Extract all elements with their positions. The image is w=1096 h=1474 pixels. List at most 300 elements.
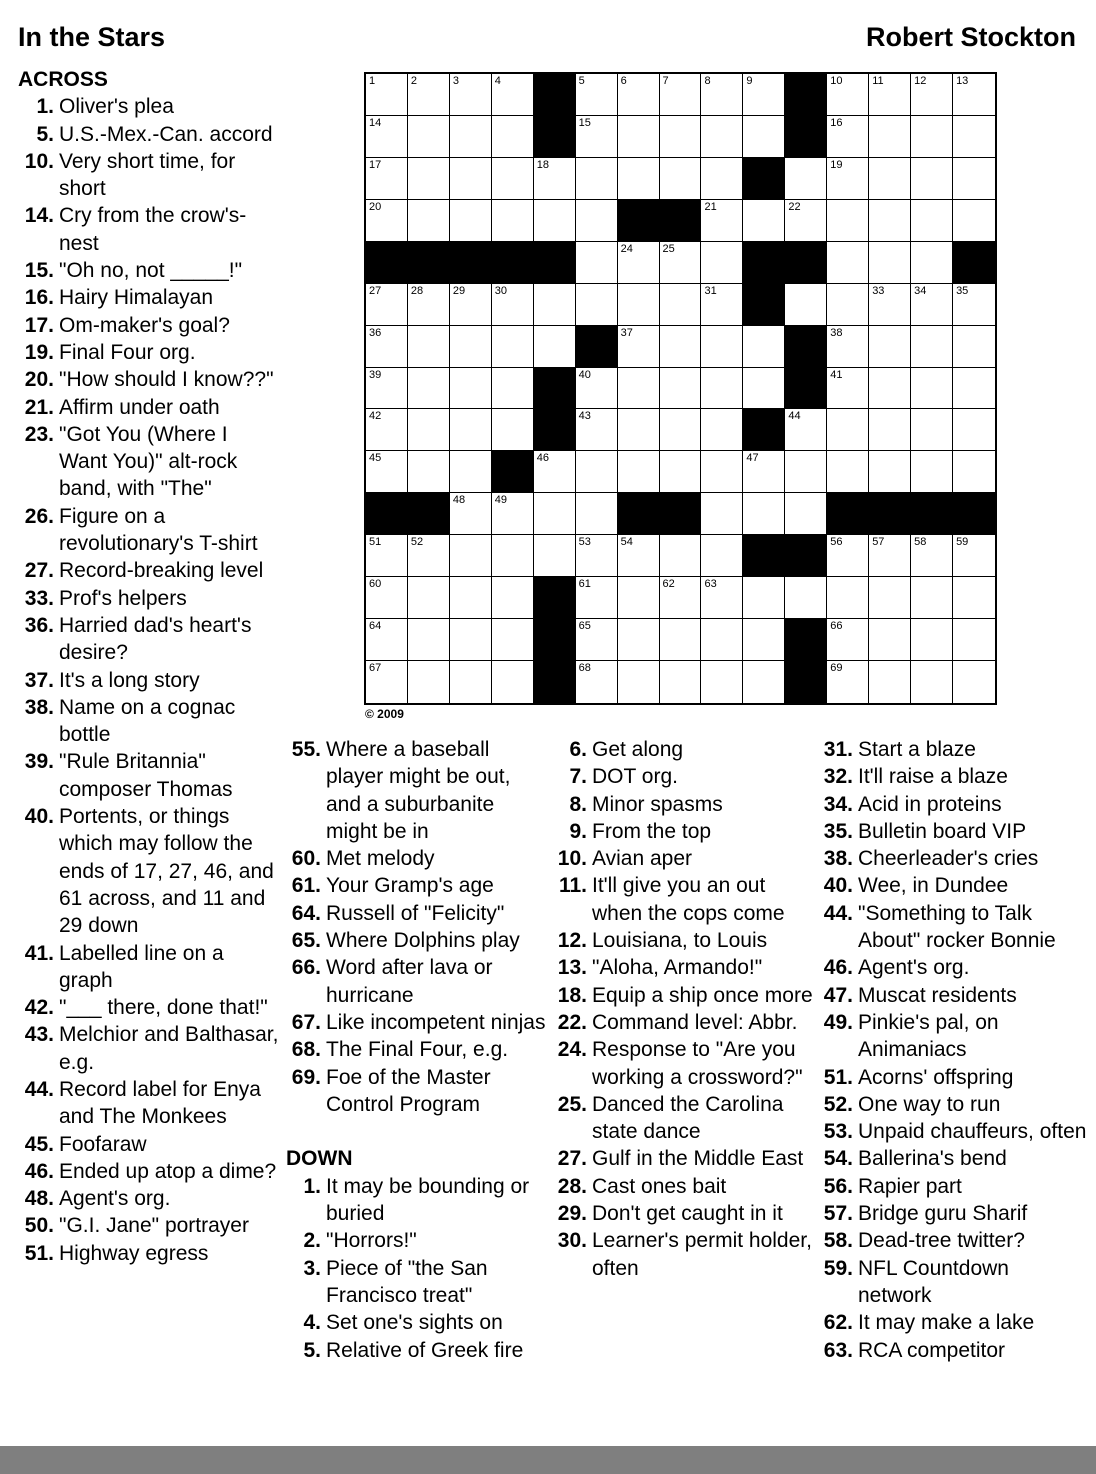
grid-cell[interactable]	[408, 619, 450, 661]
grid-block	[785, 116, 827, 158]
across-header: ACROSS	[18, 68, 108, 91]
grid-cell[interactable]	[576, 368, 618, 410]
grid-cell[interactable]	[701, 326, 743, 368]
clue-text: Final Four org.	[59, 340, 196, 364]
grid-cell[interactable]	[366, 577, 408, 619]
grid-cell[interactable]	[450, 661, 492, 703]
clue-number: 42.	[24, 996, 54, 1020]
clue-text: Figure on a revolutionary's T-shirt	[59, 504, 258, 556]
grid-cell[interactable]	[701, 74, 743, 116]
grid-cell[interactable]	[450, 200, 492, 242]
grid-cell[interactable]	[911, 368, 953, 410]
clue-number: 62.	[823, 1311, 853, 1335]
clue-number: 15.	[24, 259, 54, 283]
grid-cell[interactable]	[701, 535, 743, 577]
clue-item	[286, 1337, 548, 1364]
clue-text: Agent's org.	[59, 1187, 171, 1211]
grid-cell[interactable]	[408, 200, 450, 242]
grid-cell[interactable]	[911, 451, 953, 493]
clue-text: Bridge guru Sharif	[858, 1202, 1028, 1226]
clue-item	[18, 93, 280, 120]
grid-cell[interactable]	[660, 74, 702, 116]
cell-number: 52	[410, 536, 424, 549]
grid-cell[interactable]	[701, 200, 743, 242]
clue-item	[286, 1009, 548, 1036]
grid-cell[interactable]	[953, 661, 995, 703]
grid-cell[interactable]	[450, 368, 492, 410]
grid-cell[interactable]	[785, 284, 827, 326]
grid-cell[interactable]	[827, 451, 869, 493]
clue-item	[818, 1009, 1088, 1064]
grid-cell[interactable]	[492, 535, 534, 577]
clue-number: 23.	[24, 422, 54, 446]
grid-cell[interactable]	[450, 493, 492, 535]
grid-cell[interactable]	[408, 368, 450, 410]
grid-cell[interactable]	[492, 368, 534, 410]
grid-cell[interactable]	[366, 116, 408, 158]
grid-cell[interactable]	[492, 200, 534, 242]
grid-cell[interactable]	[743, 577, 785, 619]
grid-cell[interactable]	[785, 158, 827, 200]
cell-number: 44	[788, 410, 801, 423]
clue-text: Avian aper	[592, 847, 693, 871]
grid-cell[interactable]	[534, 200, 576, 242]
grid-cell[interactable]	[450, 284, 492, 326]
grid-cell[interactable]	[953, 284, 995, 326]
grid-cell[interactable]	[450, 326, 492, 368]
grid-cell[interactable]	[576, 200, 618, 242]
grid-cell[interactable]	[785, 493, 827, 535]
grid-cell[interactable]	[366, 284, 408, 326]
grid-cell[interactable]	[953, 326, 995, 368]
grid-cell[interactable]	[869, 368, 911, 410]
grid-cell[interactable]	[450, 74, 492, 116]
grid-cell[interactable]	[911, 200, 953, 242]
clue-number: 5.	[36, 122, 54, 146]
grid-cell[interactable]	[450, 577, 492, 619]
grid-cell[interactable]	[785, 577, 827, 619]
grid-cell[interactable]	[492, 409, 534, 451]
clue-text: Record-breaking level	[59, 559, 264, 583]
grid-cell[interactable]	[953, 368, 995, 410]
clue-item	[18, 694, 280, 749]
grid-cell[interactable]	[701, 661, 743, 703]
grid-cell[interactable]	[701, 577, 743, 619]
grid-cell[interactable]	[492, 326, 534, 368]
clue-item	[818, 1064, 1088, 1091]
clue-number: 68.	[291, 1038, 321, 1062]
grid-cell[interactable]	[869, 284, 911, 326]
cell-number: 25	[662, 242, 675, 255]
grid-cell[interactable]	[827, 409, 869, 451]
clue-item	[18, 994, 280, 1021]
grid-cell[interactable]	[827, 326, 869, 368]
grid-cell[interactable]	[408, 577, 450, 619]
grid-cell[interactable]	[450, 158, 492, 200]
grid-cell[interactable]	[785, 451, 827, 493]
grid-cell[interactable]	[366, 158, 408, 200]
cell-number: 64	[369, 620, 382, 633]
grid-cell[interactable]	[450, 116, 492, 158]
grid-cell[interactable]	[366, 200, 408, 242]
grid-cell[interactable]	[618, 619, 660, 661]
grid-block	[534, 116, 576, 158]
clue-item	[818, 791, 1088, 818]
clue-number: 6.	[569, 738, 587, 761]
clue-text: Melchior and Balthasar, e.g.	[59, 1023, 279, 1074]
grid-cell[interactable]	[366, 661, 408, 703]
clue-number: 39.	[24, 750, 54, 774]
grid-block	[366, 242, 408, 284]
grid-block	[869, 493, 911, 535]
grid-cell[interactable]	[576, 158, 618, 200]
clue-item	[818, 1145, 1088, 1172]
grid-cell[interactable]	[660, 451, 702, 493]
cell-number: 69	[830, 662, 843, 675]
cell-number: 15	[578, 116, 591, 129]
grid-cell[interactable]	[869, 158, 911, 200]
grid-cell[interactable]	[450, 451, 492, 493]
grid-cell[interactable]	[660, 284, 702, 326]
grid-cell[interactable]	[534, 451, 576, 493]
clue-number: 40.	[823, 874, 853, 898]
grid-cell[interactable]	[366, 326, 408, 368]
grid-cell[interactable]	[911, 535, 953, 577]
grid-cell[interactable]	[827, 368, 869, 410]
clue-text: Minor spasms	[592, 792, 723, 816]
grid-cell[interactable]	[366, 74, 408, 116]
grid-cell[interactable]	[869, 242, 911, 284]
cell-number: 5	[578, 75, 585, 87]
clue-item	[818, 1227, 1088, 1254]
cell-number: 42	[369, 410, 382, 423]
clue-item	[286, 1064, 548, 1119]
clue-number: 20.	[24, 368, 54, 392]
grid-cell[interactable]	[492, 493, 534, 535]
clue-number: 60.	[291, 847, 321, 871]
grid-cell[interactable]	[660, 409, 702, 451]
clue-item	[18, 1240, 280, 1267]
grid-cell[interactable]	[660, 661, 702, 703]
clue-text: Cheerleader's cries	[858, 847, 1039, 871]
grid-cell[interactable]	[408, 326, 450, 368]
grid-cell[interactable]	[743, 451, 785, 493]
clue-text: Russell of "Felicity"	[326, 901, 505, 925]
clue-item	[818, 818, 1088, 845]
grid-cell[interactable]	[618, 535, 660, 577]
clue-text: Where a baseball player might be out, and a suburbanite might be in	[326, 738, 511, 843]
grid-cell[interactable]	[701, 451, 743, 493]
clue-number: 37.	[24, 668, 54, 692]
grid-cell[interactable]	[408, 409, 450, 451]
cell-number: 40	[578, 368, 591, 381]
grid-cell[interactable]	[366, 619, 408, 661]
grid-cell[interactable]	[827, 535, 869, 577]
grid-cell[interactable]	[911, 74, 953, 116]
grid-cell[interactable]	[869, 116, 911, 158]
cell-number: 13	[956, 75, 969, 87]
grid-cell[interactable]	[408, 158, 450, 200]
grid-cell[interactable]	[576, 577, 618, 619]
clue-number: 7.	[569, 765, 587, 789]
clue-text: "How should I know??"	[59, 368, 274, 392]
grid-cell[interactable]	[660, 619, 702, 661]
clue-text: Start a blaze	[858, 738, 976, 761]
clue-text: "___ there, done that!"	[59, 996, 268, 1020]
clue-number: 9.	[569, 819, 587, 843]
cell-number: 54	[620, 536, 633, 549]
grid-cell[interactable]	[911, 116, 953, 158]
grid-cell[interactable]	[366, 409, 408, 451]
grid-cell[interactable]	[827, 74, 869, 116]
grid-cell[interactable]	[743, 619, 785, 661]
grid-cell[interactable]	[953, 619, 995, 661]
grid-cell[interactable]	[911, 284, 953, 326]
grid-cell[interactable]	[785, 409, 827, 451]
grid-cell[interactable]	[827, 619, 869, 661]
grid-cell[interactable]	[827, 116, 869, 158]
grid-cell[interactable]	[743, 74, 785, 116]
cell-number: 41	[830, 368, 843, 381]
clue-number: 19.	[24, 340, 54, 364]
grid-block	[785, 242, 827, 284]
grid-cell[interactable]	[408, 284, 450, 326]
grid-cell[interactable]	[408, 451, 450, 493]
grid-cell[interactable]	[576, 493, 618, 535]
grid-cell[interactable]	[911, 242, 953, 284]
grid-cell[interactable]	[660, 326, 702, 368]
clue-item	[18, 1185, 280, 1212]
grid-cell[interactable]	[660, 577, 702, 619]
clue-number: 54.	[823, 1147, 853, 1171]
grid-cell[interactable]	[869, 74, 911, 116]
cell-number: 17	[369, 158, 382, 171]
grid-cell[interactable]	[660, 368, 702, 410]
clue-number: 10.	[557, 847, 587, 871]
grid-cell[interactable]	[827, 284, 869, 326]
grid-cell[interactable]	[618, 661, 660, 703]
clue-text: One way to run	[858, 1092, 1001, 1116]
grid-cell[interactable]	[366, 451, 408, 493]
grid-cell[interactable]	[701, 409, 743, 451]
grid-cell[interactable]	[492, 284, 534, 326]
clue-item	[286, 1036, 548, 1063]
grid-cell[interactable]	[366, 368, 408, 410]
grid-cell[interactable]	[911, 661, 953, 703]
grid-block	[618, 200, 660, 242]
grid-cell[interactable]	[701, 158, 743, 200]
clue-text: From the top	[592, 819, 712, 843]
grid-cell[interactable]	[408, 535, 450, 577]
grid-cell[interactable]	[618, 284, 660, 326]
grid-cell[interactable]	[618, 74, 660, 116]
grid-cell[interactable]	[660, 158, 702, 200]
grid-cell[interactable]	[618, 242, 660, 284]
grid-cell[interactable]	[743, 326, 785, 368]
cell-number: 34	[914, 284, 927, 297]
copyright-notice: © 2009	[365, 707, 404, 721]
cell-number: 57	[872, 536, 885, 549]
grid-cell[interactable]	[366, 535, 408, 577]
grid-cell[interactable]	[492, 661, 534, 703]
cell-number: 3	[452, 75, 459, 87]
grid-cell[interactable]	[869, 577, 911, 619]
grid-cell[interactable]	[953, 409, 995, 451]
clue-item	[286, 927, 548, 954]
clue-text: Relative of Greek fire	[326, 1338, 524, 1362]
grid-cell[interactable]	[743, 200, 785, 242]
clue-text: Foe of the Master Control Program	[326, 1065, 491, 1116]
grid-cell[interactable]	[911, 158, 953, 200]
grid-cell[interactable]	[408, 661, 450, 703]
grid-cell[interactable]	[576, 74, 618, 116]
footer-bar	[0, 1446, 1096, 1474]
grid-cell[interactable]	[827, 661, 869, 703]
clue-item	[818, 763, 1088, 790]
clue-item	[818, 900, 1088, 955]
grid-cell[interactable]	[701, 368, 743, 410]
grid-cell[interactable]	[869, 661, 911, 703]
cell-number: 24	[620, 242, 633, 255]
clue-number: 33.	[24, 586, 54, 610]
grid-cell[interactable]	[911, 409, 953, 451]
grid-cell[interactable]	[576, 116, 618, 158]
clue-item	[552, 1200, 814, 1227]
grid-cell[interactable]	[743, 661, 785, 703]
grid-cell[interactable]	[869, 326, 911, 368]
grid-cell[interactable]	[618, 116, 660, 158]
down-header: DOWN	[286, 1147, 353, 1171]
clue-text: Your Gramp's age	[326, 874, 494, 898]
grid-cell[interactable]	[701, 284, 743, 326]
clue-item	[818, 736, 1088, 763]
cell-number: 48	[452, 494, 466, 507]
cell-number: 68	[578, 662, 591, 675]
grid-cell[interactable]	[576, 451, 618, 493]
grid-cell[interactable]	[953, 200, 995, 242]
grid-cell[interactable]	[534, 158, 576, 200]
grid-cell[interactable]	[576, 284, 618, 326]
grid-cell[interactable]	[618, 158, 660, 200]
grid-block	[492, 451, 534, 493]
grid-cell[interactable]	[953, 577, 995, 619]
grid-cell[interactable]	[743, 116, 785, 158]
grid-cell[interactable]	[953, 535, 995, 577]
clue-number: 45.	[24, 1132, 54, 1156]
clue-item	[818, 1173, 1088, 1200]
grid-cell[interactable]	[576, 409, 618, 451]
grid-cell[interactable]	[576, 242, 618, 284]
cell-number: 10	[830, 75, 843, 87]
grid-cell[interactable]	[450, 409, 492, 451]
clue-item	[552, 927, 814, 954]
grid-block	[827, 493, 869, 535]
grid-cell[interactable]	[618, 409, 660, 451]
grid-block	[743, 409, 785, 451]
grid-cell[interactable]	[911, 619, 953, 661]
down-clues-column-3	[552, 736, 814, 1282]
grid-cell[interactable]	[534, 535, 576, 577]
grid-cell[interactable]	[701, 116, 743, 158]
grid-cell[interactable]	[492, 74, 534, 116]
grid-cell[interactable]	[869, 535, 911, 577]
clue-text: Piece of "the San Francisco treat"	[326, 1256, 488, 1307]
clue-item	[18, 1131, 280, 1158]
grid-cell[interactable]	[618, 577, 660, 619]
clue-number: 21.	[24, 395, 54, 419]
grid-cell[interactable]	[827, 158, 869, 200]
grid-cell[interactable]	[743, 493, 785, 535]
grid-cell[interactable]	[492, 619, 534, 661]
grid-cell[interactable]	[408, 116, 450, 158]
grid-cell[interactable]	[953, 158, 995, 200]
cell-number: 38	[830, 326, 843, 339]
clue-number: 67.	[291, 1010, 321, 1034]
grid-cell[interactable]	[492, 116, 534, 158]
grid-cell[interactable]	[534, 326, 576, 368]
clue-item	[18, 1021, 280, 1076]
clue-text: Met melody	[326, 847, 435, 871]
grid-cell[interactable]	[911, 577, 953, 619]
cell-number: 46	[536, 452, 549, 465]
grid-cell[interactable]	[618, 368, 660, 410]
grid-cell[interactable]	[576, 661, 618, 703]
cell-number: 58	[914, 536, 927, 549]
grid-cell[interactable]	[743, 368, 785, 410]
grid-cell[interactable]	[869, 451, 911, 493]
grid-cell[interactable]	[827, 200, 869, 242]
clue-item	[818, 845, 1088, 872]
cell-number: 37	[620, 326, 633, 339]
clue-item	[818, 982, 1088, 1009]
grid-cell[interactable]	[869, 200, 911, 242]
grid-cell[interactable]	[701, 242, 743, 284]
grid-cell[interactable]	[576, 619, 618, 661]
grid-cell[interactable]	[660, 242, 702, 284]
grid-cell[interactable]	[660, 535, 702, 577]
grid-block	[785, 326, 827, 368]
grid-block	[576, 326, 618, 368]
grid-cell[interactable]	[618, 326, 660, 368]
grid-cell[interactable]	[618, 451, 660, 493]
grid-cell[interactable]	[785, 200, 827, 242]
grid-cell[interactable]	[701, 493, 743, 535]
clue-text: Louisiana, to Louis	[592, 929, 768, 953]
cell-number: 51	[369, 536, 382, 549]
grid-cell[interactable]	[450, 619, 492, 661]
grid-cell[interactable]	[534, 493, 576, 535]
grid-cell[interactable]	[827, 242, 869, 284]
grid-cell[interactable]	[492, 158, 534, 200]
grid-cell[interactable]	[953, 116, 995, 158]
grid-cell[interactable]	[869, 619, 911, 661]
clue-text: Cast ones bait	[592, 1174, 727, 1198]
grid-cell[interactable]	[953, 451, 995, 493]
grid-cell[interactable]	[408, 74, 450, 116]
grid-cell[interactable]	[953, 74, 995, 116]
grid-cell[interactable]	[576, 535, 618, 577]
grid-cell[interactable]	[869, 409, 911, 451]
grid-cell[interactable]	[660, 116, 702, 158]
clue-text: Record label for Enya and The Monkees	[59, 1077, 261, 1129]
grid-cell[interactable]	[492, 577, 534, 619]
grid-cell[interactable]	[450, 535, 492, 577]
clue-item	[286, 872, 548, 899]
grid-cell[interactable]	[827, 577, 869, 619]
grid-cell[interactable]	[911, 326, 953, 368]
grid-cell[interactable]	[701, 619, 743, 661]
grid-cell[interactable]	[534, 284, 576, 326]
